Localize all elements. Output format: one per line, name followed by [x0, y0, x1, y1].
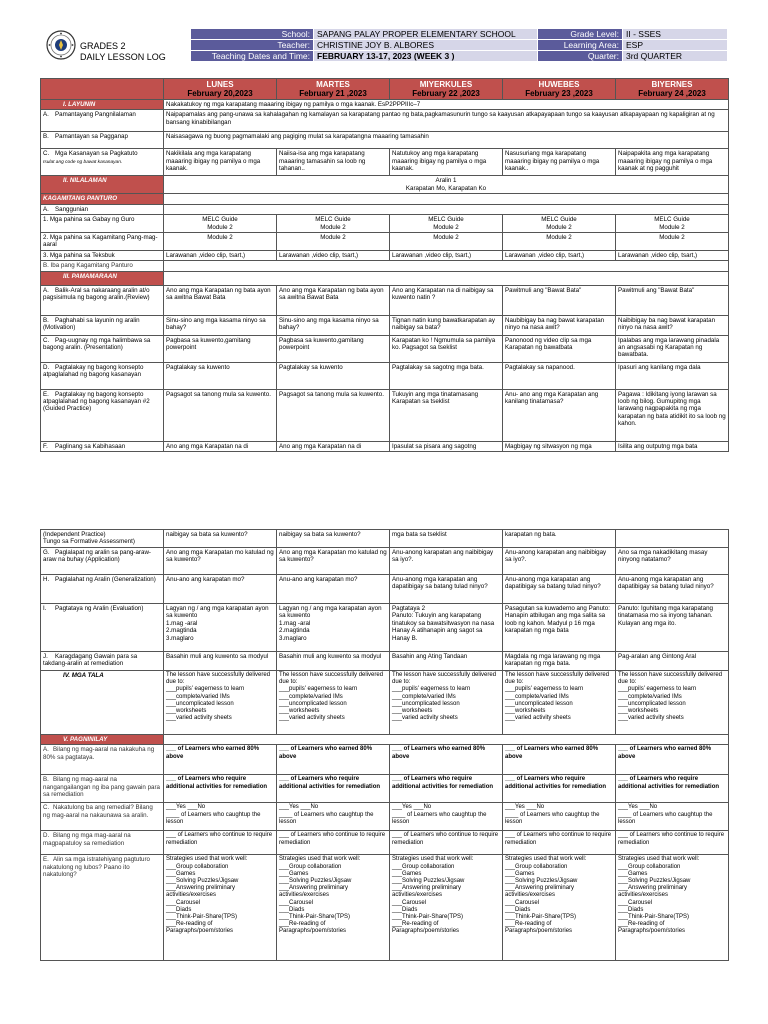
paghahabi-row [41, 315, 729, 335]
reflection-c-cell: ___Yes ___No ____ of Learners who caughtup the lesson [164, 803, 277, 831]
mga-tala-label: IV. MGA TALA [41, 671, 164, 735]
paglalapat-row [41, 548, 729, 575]
balik-aral-cell: Pawitmuli ang "Bawat Bata" [616, 285, 729, 315]
day-date: February 20,2023 [187, 89, 253, 98]
row-label: Balik-Aral sa nakaraang aralin at/o pagsisimula ng bagong aralin.(Review) [43, 286, 150, 302]
grade-level-value: II - SSES [623, 29, 728, 40]
melc-guide-label: MELC Guide [428, 216, 464, 224]
row-sublabel: Isulat ang code ng bawat kasanayan. [43, 159, 123, 165]
melc-guide-label: MELC Guide [315, 216, 351, 224]
reflection-b-cell: ___ of Learners who require additional activities for remediation [277, 775, 390, 803]
row-label: 2. Mga pahina sa Kagamitang Pang-mag-aaral [41, 233, 164, 251]
pagtalakay-cell: Ipasuri ang kanilang mga dala [616, 362, 729, 389]
reflection-c-cell: ___Yes ___No ____ of Learners who caughtup the lesson [616, 803, 729, 831]
pagtataya-cell: Lagyan ng / ang mga karapatan ayon sa kuwento 1.mag -aral 2.magtinda 3.maglaro [164, 604, 277, 652]
pagninilay-row [41, 735, 729, 745]
karagdagang-row [41, 652, 729, 671]
kasanayan-cell: Naipapakita ang mga karapatang maaaring ibigay ng pamilya o mga kaanak at ng pagguhit [616, 149, 729, 176]
row-key: E. [43, 856, 49, 864]
mga-tala-cell: The lesson have successfully delivered due to: ___pupils' eagerness to learn ___complete/varied IMs ___uncomplicated lesson ___worksheets ___varied activity sheets [390, 671, 503, 735]
row-key: A. [43, 205, 49, 213]
quarter-label: Quarter: [538, 51, 623, 62]
pamantayan-pagganap-row [41, 132, 729, 149]
day-date: February 23 ,2023 [525, 89, 593, 98]
reflection-c-cell: ___Yes ___No ____ of Learners who caughtup the lesson [390, 803, 503, 831]
paglalapat-cell: Anu-anong karapatan ang naibibigay sa iyo?. [390, 548, 503, 575]
school-label: School: [191, 29, 314, 40]
row-label: Paglalahat ng Aralin (Generalization) [55, 576, 156, 583]
reflection-e-row [41, 855, 729, 961]
row-label: Mga Kasanayan sa Pagkatuto [55, 150, 138, 158]
lesson-log-table-page2 [40, 529, 729, 961]
row-key: B. [43, 776, 49, 784]
reflection-a-cell: ___ of Learners who earned 80% above [390, 745, 503, 775]
day-name: MARTES [316, 80, 350, 89]
deped-seal-icon [46, 30, 76, 60]
day-header [164, 79, 277, 100]
kasanayan-cell: Naiisa-isa ang mga karapatang maaaring tamasahin sa loob ng tahanan.. [277, 149, 390, 176]
pagtataya-cell: Lagyan ng / ang mga karapatan ayon sa kuwento 1.mag -aral 2.magtinda 3.maglaro [277, 604, 390, 652]
day-header-row [41, 79, 729, 100]
independent-practice-cell [616, 530, 729, 548]
day-name: MIYERKULES [419, 80, 473, 89]
reflection-a-cell: ___ of Learners who earned 80% above [164, 745, 277, 775]
sanggunian-row [41, 204, 729, 214]
row-label: Paglinang sa Kabihasaan [55, 442, 126, 450]
row-label: Pagtalakay ng bagong konsepto atpaglalahad ng bagong kasanayan #2 (Guided Practice) [43, 390, 150, 413]
dates-value: FEBRUARY 13-17, 2023 (WEEK 3 ) [314, 51, 538, 62]
reflection-e-cell: Strategies used that work well: ___Group collaboration ___Games ___Solving Puzzles/Jigsaw ___Answering preliminary activities/exercises ___Carousel ___Diads ___Think-Pair-Share(TPS) ___Re-reading of Paragraphs/poem/stories [503, 855, 616, 961]
gabay-cell [503, 215, 616, 233]
pagtataya-row [41, 604, 729, 652]
dates-label: Teaching Dates and Time: [191, 51, 314, 62]
reflection-d-cell: ___ of Learners who continue to require remediation [503, 831, 616, 855]
gabay-cell [390, 215, 503, 233]
independent-practice-cell: naibigay sa bata sa kuwento? [277, 530, 390, 548]
pag-uugnay-cell: Panonood ng video clip sa mga Karapatan ng bawatbata [503, 335, 616, 362]
paglalahat-row [41, 575, 729, 604]
pagtataya-cell: Pasagutan sa kuwaderno ang Panuto: Hanapin atbilugan ang mga salita sa loob ng kahon. Madyul p 16 mga karapatan ng mga bata [503, 604, 616, 652]
gabay-guro-row [41, 215, 729, 233]
kagamitang-row [41, 194, 729, 204]
day-header [277, 79, 390, 100]
independent-practice-cell: karapatan ng bata. [503, 530, 616, 548]
kagamitang-label: KAGAMITANG PANTURO [41, 194, 164, 204]
reflection-d-cell: ___ of Learners who continue to require remediation [164, 831, 277, 855]
paghahabi-cell: Naibibigay ba nag bawat karapatan ninyo na nasa awit? [616, 315, 729, 335]
aralin-title: Karapatan Mo, Karapatan Ko [405, 184, 487, 192]
row-key: E. [43, 390, 49, 398]
row-key: A. [43, 286, 49, 294]
pagtalakay-cell: Pagtalakay sa kuwento [164, 362, 277, 389]
kasanayan-cell: Nakikilala ang mga karapatang maaaring ibigay ng pamilya o mga kaanak. [164, 149, 277, 176]
guided-practice-cell: Pagsagot sa tanong mula sa kuwento. [164, 389, 277, 441]
mga-tala-cell: The lesson have successfully delivered due to: ___pupils' eagerness to learn ___complete/varied IMs ___uncomplicated lesson ___worksheets ___varied activity sheets [277, 671, 390, 735]
row-label: Pag-uugnay ng mga halimbawa sa bagong aralin. (Presentation) [43, 336, 151, 352]
paglalapat-cell: Anu-anong karapatan ang naibibigay sa iyo?. [503, 548, 616, 575]
pamantayan-nilalaman-row [41, 110, 729, 132]
pag-uugnay-cell: Karapatan ko ! Ngmumula sa pamilya ko. Pagsagot sa tseklist [390, 335, 503, 362]
layunin-text: Nakakatukoy ng mga karapatang maaaring ibigay ng pamilya o mga kaanak. EsP2PPPIIIc–7 [164, 100, 729, 110]
lesson-log-table-page1 [40, 78, 729, 452]
paghahabi-cell: Sinu-sino ang mga kasama ninyo sa bahay? [164, 315, 277, 335]
module-cell: Module 2 [390, 233, 503, 251]
paglalapat-cell: Ano ang mga Karapatan mo katulad ng sa kuwento? [164, 548, 277, 575]
reflection-b-cell: ___ of Learners who require additional activities for remediation [503, 775, 616, 803]
module-cell: Module 2 [616, 233, 729, 251]
reflection-d-row [41, 831, 729, 855]
pagtalakay-cell: Pagtalakay sa napanood. [503, 362, 616, 389]
pamantayan-pagganap-text: Naisasagawa ng buong pagmamalaki ang pagiging mulat sa karapatangna maaaring tamasahin [164, 132, 729, 149]
melc-guide-label: MELC Guide [202, 216, 238, 224]
pag-uugnay-cell: Pagbasa sa kuwento,gamitang powerpoint [277, 335, 390, 362]
grade-level-label: Grade Level: [538, 29, 623, 40]
paglinang-cell: Ano ang mga Karapatan na di [277, 441, 390, 451]
balik-aral-row [41, 285, 729, 315]
paglalahat-cell: Anu-anong mga karapatan ang dapatibigay sa batang tulad ninyo? [390, 575, 503, 604]
day-name: HUWEBES [538, 80, 580, 89]
row-key: F. [43, 442, 48, 450]
page-two [0, 525, 768, 1024]
balik-aral-cell: Ano ang mga Karapatan ng bata ayon sa awitna Bawat Bata [277, 285, 390, 315]
gabay-cell [277, 215, 390, 233]
quarter-value: 3rd QUARTER [623, 51, 728, 62]
module-cell: Module 2 [164, 233, 277, 251]
kasanayan-row [41, 149, 729, 176]
row-key: D. [43, 832, 50, 840]
reflection-c-row [41, 803, 729, 831]
day-date: February 21 ,2023 [299, 89, 367, 98]
guided-practice-cell: Pagawa : Idikitang iyong larawan sa loob ng bilog. Gumupitng mga larawang nagpapakita ng mga karapatan ng bata atidikit ito sa loob ng kahon. [616, 389, 729, 441]
row-key: G. [43, 549, 50, 556]
module-label: Module 2 [433, 223, 459, 231]
guided-practice-cell: Anu- ano ang mga Karapatan ang kanilang tinatamasa? [503, 389, 616, 441]
melc-guide-label: MELC Guide [654, 216, 690, 224]
nilalaman-label: II. NILALAMAN [41, 176, 164, 194]
reflection-a-cell: ___ of Learners who earned 80% above [277, 745, 390, 775]
reflection-d-cell: ___ of Learners who continue to require remediation [390, 831, 503, 855]
module-cell: Module 2 [503, 233, 616, 251]
school-value: SAPANG PALAY PROPER ELEMENTARY SCHOOL [314, 29, 538, 40]
mga-tala-row [41, 671, 729, 735]
pagtalakay1-row [41, 362, 729, 389]
row-label: Nakatulong ba ang remedial? Bilang ng mag-aaral na nakaunawa sa aralin. [43, 804, 153, 819]
pag-uugnay-row [41, 335, 729, 362]
reflection-e-cell: Strategies used that work well: ___Group collaboration ___Games ___Solving Puzzles/Jigsaw ___Answering preliminary activities/exercises ___Carousel ___Diads ___Think-Pair-Share(TPS) ___Re-reading of Paragraphs/poem/stories [164, 855, 277, 961]
row-label: Karagdagang Gawain para sa takdang-aralin at remediation [43, 653, 138, 668]
day-header [390, 79, 503, 100]
row-key: B. [43, 316, 49, 324]
guided-practice-cell: Pagsagot sa tanong mula sa kuwento. [277, 389, 390, 441]
reflection-b-row [41, 775, 729, 803]
layunin-row [41, 100, 729, 110]
paglinang-cell: Ano ang mga Karapatan na di [164, 441, 277, 451]
pamamaraan-row [41, 271, 729, 285]
paglalahat-cell: Anu-ano ang karapatan mo? [277, 575, 390, 604]
day-date: February 22 ,2023 [412, 89, 480, 98]
paghahabi-cell: Sinu-sino ang mga kasama ninyo sa bahay? [277, 315, 390, 335]
pag-uugnay-cell: Ipalabas ang mga larawang pinadala an angsasabi ng Karapatan ng bawatbata. [616, 335, 729, 362]
teksbuk-cell: Larawanan ,video clip, tsart,) [277, 250, 390, 260]
day-header [616, 79, 729, 100]
pagtalakay2-row [41, 389, 729, 441]
learning-area-label: Learning Area: [538, 40, 623, 51]
row-label: Bilang ng mga mag-aaral na magpapatuloy sa remediation [43, 832, 131, 847]
paglalapat-cell: Ano ang mga Karapatan mo katulad ng sa kuwento? [277, 548, 390, 575]
row-label: Bilang ng mag-aaral na nakakuha ng 80% sa pagtataya. [43, 746, 155, 761]
balik-aral-cell: Ano ang Karapatan na di naibigay sa kuwento natin ? [390, 285, 503, 315]
reflection-b-cell: ___ of Learners who require additional activities for remediation [616, 775, 729, 803]
row-label: B. Iba pang Kagamitang Panturo [41, 261, 164, 271]
paghahabi-cell: Naubibigay ba nag bawat karapatan ninyo na nasa awit? [503, 315, 616, 335]
karagdagang-cell: Basahin muli ang kuwento sa modyul [277, 652, 390, 671]
day-header [503, 79, 616, 100]
page-one [0, 0, 768, 470]
aralin-number: Aralin 1 [435, 177, 457, 185]
teksbuk-cell: Larawanan ,video clip, tsart,) [390, 250, 503, 260]
row-label: Pamantayang Pangnilalaman [55, 111, 136, 119]
module-label: Module 2 [207, 223, 233, 231]
karagdagang-cell: Basahin muli ang kuwento sa modyul [164, 652, 277, 671]
row-label: Pagtataya ng Aralin (Evaluation) [55, 605, 144, 612]
pag-uugnay-cell: Pagbasa sa kuwento,gamitang powerpoint [164, 335, 277, 362]
paglinang-cell: Ipasulat sa pisara ang sagotng [390, 441, 503, 451]
reflection-d-cell: ___ of Learners who continue to require remediation [277, 831, 390, 855]
row-key: B. [43, 133, 49, 141]
row-label: Bilang ng mag-aaral na nangangailangan ng iba pang gawain para sa remediation [43, 776, 160, 799]
karagdagang-cell: Basahin ang Ating Tandaan [390, 652, 503, 671]
teacher-value: CHRISTINE JOY B. ALBORES [314, 40, 538, 51]
row-sublabel: Tungo sa Formative Assessment) [43, 538, 135, 546]
mga-tala-cell: The lesson have successfully delivered due to: ___pupils' eagerness to learn ___complete/varied IMs ___uncomplicated lesson ___worksheets ___varied activity sheets [503, 671, 616, 735]
module-label: Module 2 [546, 223, 572, 231]
pagtalakay-cell: Pagtalakay sa sagotng mga bata. [390, 362, 503, 389]
learning-area-value: ESP [623, 40, 728, 51]
row-key: A. [43, 746, 49, 754]
kasanayan-cell: Natutukoy ang mga karapatang maaaring ibigay ng pamilya o mga kaanak. [390, 149, 503, 176]
reflection-a-row [41, 745, 729, 775]
reflection-b-cell: ___ of Learners who require additional activities for remediation [164, 775, 277, 803]
reflection-e-cell: Strategies used that work well: ___Group collaboration ___Games ___Solving Puzzles/Jigsaw ___Answering preliminary activities/exercises ___Carousel ___Diads ___Think-Pair-Share(TPS) ___Re-reading of Paragraphs/poem/stories [616, 855, 729, 961]
teksbuk-row [41, 250, 729, 260]
independent-practice-row [41, 530, 729, 548]
module-cell: Module 2 [277, 233, 390, 251]
row-key: J. [43, 653, 48, 660]
log-title: DAILY LESSON LOG [80, 52, 166, 62]
balik-aral-cell: Ano ang mga Karapatan ng bata ayon sa awitna Bawat Bata [164, 285, 277, 315]
paglinang-row [41, 441, 729, 451]
row-key: C. [43, 336, 50, 344]
paghahabi-cell: Tignan natin kung bawatkarapatan ay naibigay sa bata? [390, 315, 503, 335]
teksbuk-cell: Larawanan ,video clip, tsart,) [503, 250, 616, 260]
balik-aral-cell: Pawitmuli ang "Bawat Bata" [503, 285, 616, 315]
mga-tala-cell: The lesson have successfully delivered due to: ___pupils' eagerness to learn ___complete/varied IMs ___uncomplicated lesson ___worksheets ___varied activity sheets [164, 671, 277, 735]
kagamitang-pang-mag-aaral-row [41, 233, 729, 251]
paglalapat-cell: Ano sa mga nakadikitang masay ninyong natatamo? [616, 548, 729, 575]
guided-practice-cell: Tukuyin ang mga tinatamasang Karapatan sa tseklist [390, 389, 503, 441]
reflection-a-cell: ___ of Learners who earned 80% above [503, 745, 616, 775]
module-label: Module 2 [659, 223, 685, 231]
grade-title: GRADES 2 [80, 41, 126, 51]
row-key: C. [43, 150, 50, 158]
reflection-c-cell: ___Yes ___No ____ of Learners who caughtup the lesson [277, 803, 390, 831]
pagtalakay-cell: Pagtalakay sa kuwento [277, 362, 390, 389]
paglalahat-cell: Anu-ano ang karapatan mo? [164, 575, 277, 604]
reflection-b-cell: ___ of Learners who require additional activities for remediation [390, 775, 503, 803]
reflection-e-cell: Strategies used that work well: ___Group collaboration ___Games ___Solving Puzzles/Jigsaw ___Answering preliminary activities/exercises ___Carousel ___Diads ___Think-Pair-Share(TPS) ___Re-reading of Paragraphs/poem/stories [390, 855, 503, 961]
layunin-label: I. LAYUNIN [41, 100, 164, 110]
independent-practice-cell: naibigay sa bata sa kuwento? [164, 530, 277, 548]
module-label: Module 2 [320, 223, 346, 231]
paglinang-cell: Magbigay ng sitwasyon ng mga [503, 441, 616, 451]
row-label: Pamantayan sa Pagganap [55, 133, 128, 141]
pamantayan-nilalaman-text: Naipapamalas ang pang-unawa sa kahalagahan ng kamalayan sa karapatang pantao ng bata,pagkamasunurin tungo sa kaayusan atkapayapaan tungo sa kaayusan atkapayapaan ng kapaligiran at ng bansang kinabibilangan [164, 110, 729, 132]
pagtataya-cell: Panuto: Iguhitang mga karapatang tinatamasa mo sa inyong tahanan. Kulayan ang mga ito. [616, 604, 729, 652]
pagtataya-cell: Pagtataya 2 Panuto: Tukuyin ang karapatang tinatukoy sa bawatsitwasyon na nasa Hanay A atihanapin ang sagot sa Hanay B. [390, 604, 503, 652]
row-key: A. [43, 111, 49, 119]
school-info-table [190, 28, 728, 62]
row-label: Sanggunian [55, 205, 89, 213]
paglalahat-cell: Anu-anong mga karapatan ang dapatibigay sa batang tulad ninyo? [503, 575, 616, 604]
mga-tala-cell: The lesson have successfully delivered due to: ___pupils' eagerness to learn ___complete/varied IMs ___uncomplicated lesson ___worksheets ___varied activity sheets [616, 671, 729, 735]
paglalahat-cell: Anu-anong mga karapatan ang dapatibigay sa batang tulad ninyo? [616, 575, 729, 604]
row-label: Paglalapat ng aralin sa pang-araw-araw na buhay (Application) [43, 549, 151, 564]
independent-practice-cell: mga bata sa tseklist [390, 530, 503, 548]
gabay-cell [164, 215, 277, 233]
pamamaraan-label: III. PAMAMARAAN [41, 271, 164, 285]
reflection-d-cell: ___ of Learners who continue to require remediation [616, 831, 729, 855]
reflection-e-cell: Strategies used that work well: ___Group collaboration ___Games ___Solving Puzzles/Jigsaw ___Answering preliminary activities/exercises ___Carousel ___Diads ___Think-Pair-Share(TPS) ___Re-reading of Paragraphs/poem/stories [277, 855, 390, 961]
row-key: C. [43, 804, 50, 812]
teacher-label: Teacher: [191, 40, 314, 51]
day-date: February 24 ,2023 [638, 89, 706, 98]
teksbuk-cell: Larawanan ,video clip, tsart,) [616, 250, 729, 260]
row-label: Paghahabi sa layunin ng aralin (Motivation) [43, 316, 140, 332]
karagdagang-cell: Magdala ng mga larawang ng mga karapatan ng mga bata. [503, 652, 616, 671]
gabay-cell [616, 215, 729, 233]
row-label: 1. Mga pahina sa Gabay ng Guro [41, 215, 164, 233]
kasanayan-cell: Nasusuriang mga karapatang maaaring ibigay ng pamilya o mga kaanak.. [503, 149, 616, 176]
nilalaman-row [41, 176, 729, 194]
day-name: BIYERNES [651, 80, 693, 89]
reflection-a-cell: ___ of Learners who earned 80% above [616, 745, 729, 775]
paglinang-cell: Isilita ang outputng mga bata [616, 441, 729, 451]
pagninilay-label: V. PAGNINILAY [41, 735, 164, 745]
row-key: I. [43, 605, 47, 612]
row-label: (Independent Practice) [43, 531, 106, 538]
iba-pang-kagamitan-row [41, 261, 729, 271]
karagdagang-cell: Pag-aralan ang Gintong Aral [616, 652, 729, 671]
melc-guide-label: MELC Guide [541, 216, 577, 224]
teksbuk-cell: Larawanan ,video clip, tsart,) [164, 250, 277, 260]
day-name: LUNES [206, 80, 234, 89]
nilalaman-text [164, 176, 729, 194]
row-label: Pagtalakay ng bagong konsepto atpaglalahad ng bagong kasanayan [43, 363, 144, 379]
reflection-c-cell: ___Yes ___No ____ of Learners who caughtup the lesson [503, 803, 616, 831]
row-key: D. [43, 363, 50, 371]
row-key: H. [43, 576, 50, 583]
row-label: Alin sa mga istratehiyang pagtuturo nakatulong ng lubos? Paano ito nakatulong? [43, 856, 150, 879]
row-label: 3. Mga pahina sa Teksbuk [41, 250, 164, 260]
